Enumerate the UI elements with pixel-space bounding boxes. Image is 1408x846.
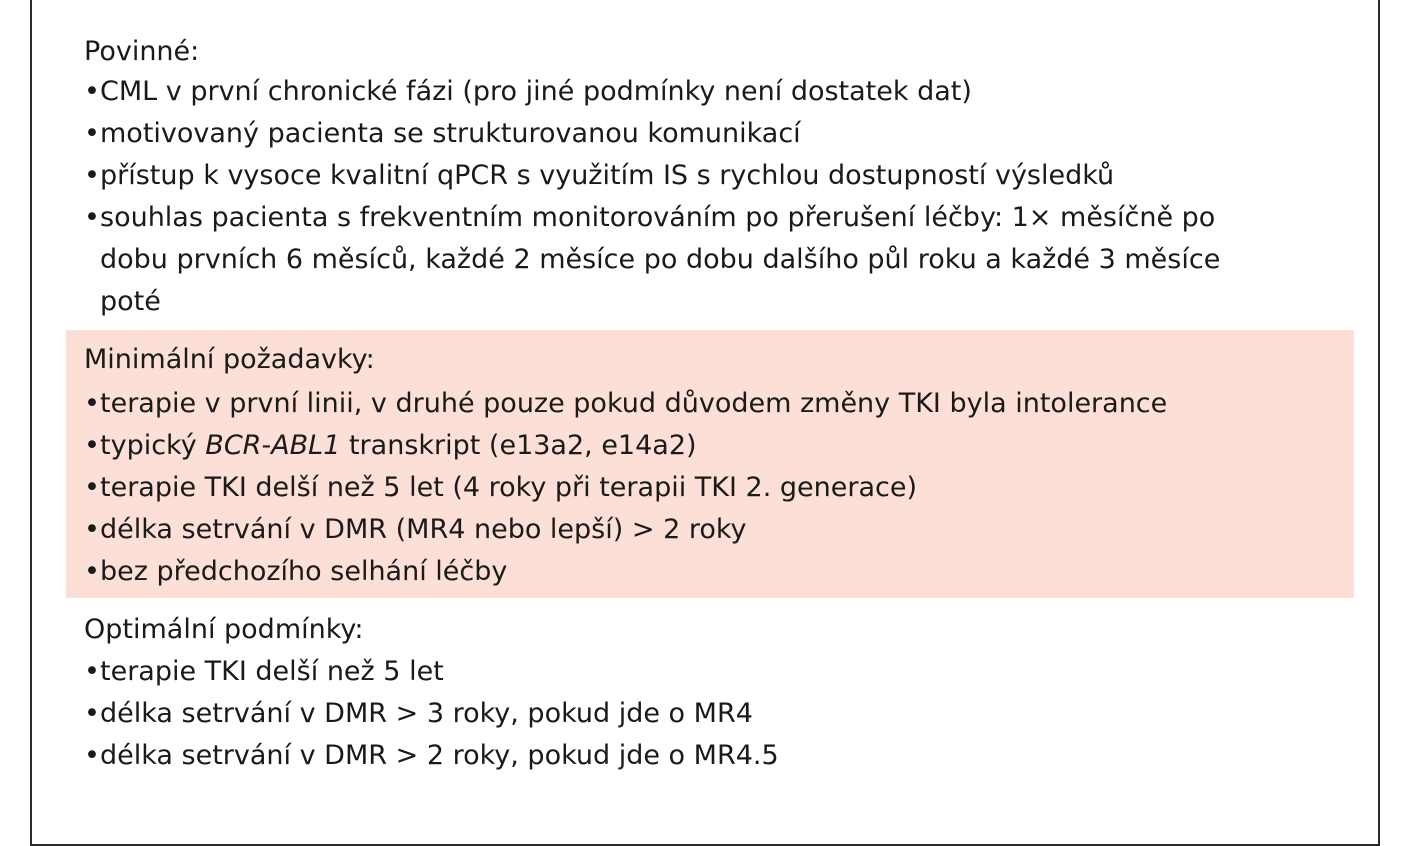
- list-item: [84, 386, 1167, 422]
- bullet: •: [84, 202, 100, 233]
- item-text-italic: BCR-ABL1: [205, 430, 341, 461]
- bullet: •: [84, 76, 100, 107]
- section-title: Povinné:: [84, 36, 200, 67]
- section-optimal-conditions: [66, 610, 1354, 780]
- list-item: [84, 200, 1215, 236]
- list-item: [84, 654, 444, 690]
- list-item: [84, 116, 801, 152]
- item-text: bez předchozího selhání léčby: [100, 556, 508, 587]
- item-text: terapie TKI delší než 5 let (4 roky při terapii TKI 2. generace): [100, 472, 917, 503]
- list-item: [84, 470, 917, 506]
- bullet: •: [84, 430, 100, 461]
- list-item: [84, 158, 1114, 194]
- list-item: [84, 696, 753, 732]
- bullet: •: [84, 698, 100, 729]
- item-text: terapie v první linii, v druhé pouze pokud důvodem změny TKI byla intolerance: [100, 388, 1168, 419]
- item-text-post: transkript (e13a2, e14a2): [340, 430, 697, 461]
- bullet: •: [84, 740, 100, 771]
- list-item: [84, 738, 779, 774]
- item-text: délka setrvání v DMR (MR4 nebo lepší) > 2 roky: [100, 514, 747, 545]
- bullet: •: [84, 160, 100, 191]
- item-text: délka setrvání v DMR > 3 roky, pokud jde o MR4: [100, 698, 753, 729]
- item-text: CML v první chronické fázi (pro jiné podmínky není dostatek dat): [100, 76, 972, 107]
- list-item: [84, 512, 747, 548]
- list-item: [84, 428, 697, 464]
- bullet: •: [84, 514, 100, 545]
- section-title: Minimální požadavky:: [84, 344, 375, 375]
- bullet: •: [84, 656, 100, 687]
- list-item: [84, 554, 507, 590]
- bullet: •: [84, 388, 100, 419]
- section-title: Optimální podmínky:: [84, 614, 364, 645]
- item-text: terapie TKI delší než 5 let: [100, 656, 444, 687]
- item-text: motivovaný pacienta se strukturovanou komunikací: [100, 118, 801, 149]
- item-continuation: poté: [100, 286, 161, 317]
- section-minimal-requirements: [66, 330, 1354, 598]
- bullet: •: [84, 556, 100, 587]
- item-text: souhlas pacienta s frekventním monitorováním po přerušení léčby: 1× měsíčně po: [100, 202, 1216, 233]
- section-mandatory: [66, 32, 1354, 328]
- bullet: •: [84, 118, 100, 149]
- item-text: přístup k vysoce kvalitní qPCR s využitím IS s rychlou dostupností výsledků: [100, 160, 1115, 191]
- item-continuation: dobu prvních 6 měsíců, každé 2 měsíce po dobu dalšího půl roku a každé 3 měsíce: [100, 244, 1221, 275]
- item-text: délka setrvání v DMR > 2 roky, pokud jde o MR4.5: [100, 740, 779, 771]
- item-text-pre: typický: [100, 430, 206, 461]
- list-item: [84, 74, 972, 110]
- bullet: •: [84, 472, 100, 503]
